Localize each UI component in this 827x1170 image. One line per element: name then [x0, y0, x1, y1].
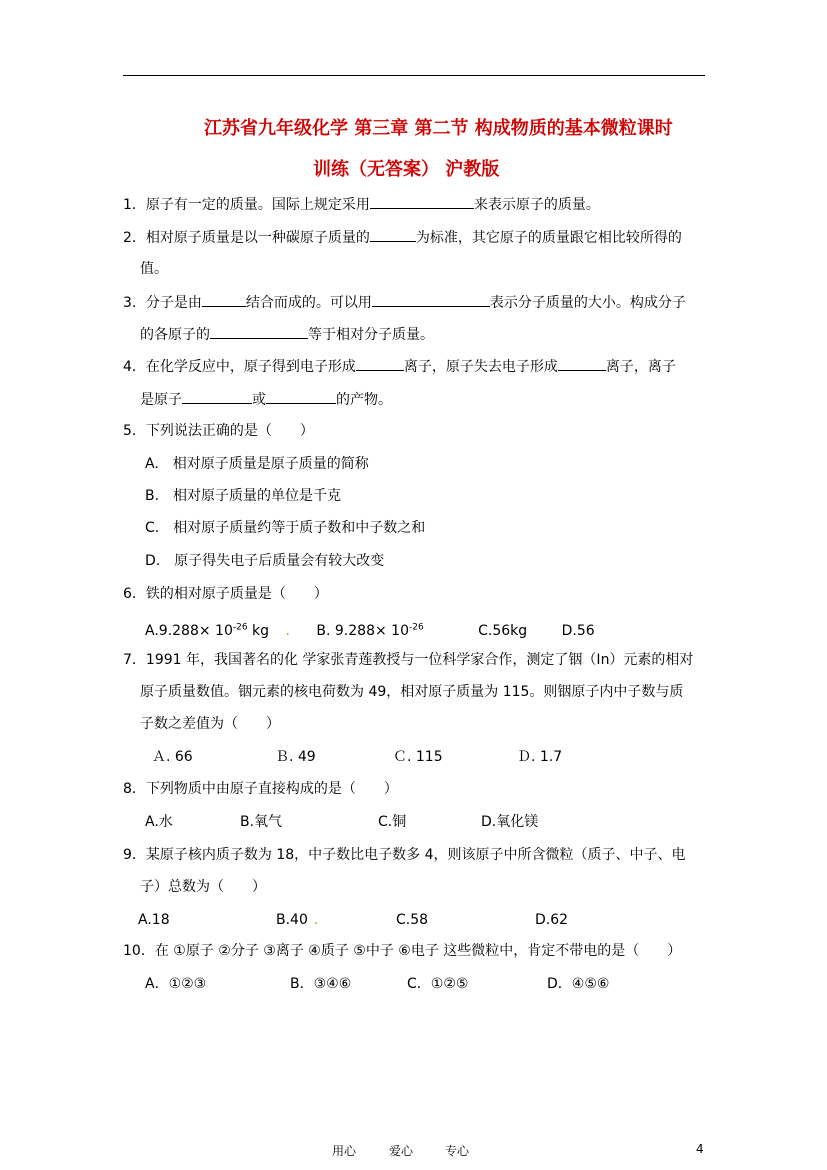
- option-d[interactable]: D.氧化镁: [481, 814, 539, 830]
- option-a[interactable]: $A.9.288\times 10^{-26}$ kg: [145, 622, 270, 639]
- question-10: 10．在 ①原子 ②分子 ③离子 ④质子 ⑤中子 ⑥电子 这些微粒中，肯定不带电的是（ ）: [123, 943, 682, 959]
- question-8: 8．下列物质中由原子直接构成的是（ ）: [123, 781, 398, 797]
- option-c[interactable]: C．①②⑤: [407, 976, 469, 992]
- option-c[interactable]: Ｃ. 115: [393, 749, 443, 765]
- option-c[interactable]: C. 相对原子质量约等于质子数和中子数之和: [145, 520, 426, 536]
- option-a[interactable]: Ａ. 66: [152, 749, 193, 765]
- option-a[interactable]: A. 相对原子质量是原子质量的简称: [145, 456, 369, 472]
- option-a[interactable]: A.水: [145, 814, 173, 830]
- option-b[interactable]: B.氧气: [240, 814, 283, 830]
- answer-blank[interactable]: [202, 292, 246, 307]
- question-7-cont: 原子质量数值。铟元素的核电荷数为 49，相对原子质量为 115。则铟原子内中子数与质: [140, 684, 684, 700]
- answer-blank[interactable]: [356, 356, 404, 371]
- header-rule: [123, 75, 705, 76]
- option-d[interactable]: D．④⑤⑥: [547, 976, 610, 992]
- footer-text-2: 爱心: [389, 1144, 414, 1158]
- option-b[interactable]: B. 相对原子质量的单位是千克: [145, 488, 342, 504]
- option-d[interactable]: Ｄ. 1.7: [517, 749, 563, 765]
- answer-blank[interactable]: [182, 389, 252, 404]
- question-4-cont: 是原子 或 的产物。: [140, 389, 392, 410]
- question-9-cont: 子）总数为（ ）: [140, 879, 266, 895]
- option-b[interactable]: Ｂ. 49: [275, 749, 316, 765]
- question-6-options: [145, 617, 595, 641]
- question-3: 3．分子是由 结合而成的。可以用 表示分子质量的大小。构成分子: [123, 292, 686, 313]
- answer-blank[interactable]: [210, 324, 308, 339]
- option-b[interactable]: B.40 .: [276, 912, 319, 928]
- page-number: 4: [696, 1142, 704, 1156]
- page-title-line2: 训练（无答案） 沪教版: [313, 159, 500, 180]
- question-6: 6．铁的相对原子质量是（ ）: [123, 586, 328, 602]
- question-2: 2．相对原子质量是以一种碳原子质量的 为标准，其它原子的质量跟它相比较所得的: [123, 227, 682, 248]
- option-a[interactable]: A.18: [138, 912, 170, 928]
- option-d[interactable]: D.56: [561, 622, 595, 639]
- answer-blank[interactable]: [266, 389, 336, 404]
- answer-blank[interactable]: [372, 292, 490, 307]
- page-title-line1: 江苏省九年级化学 第三章 第二节 构成物质的基本微粒课时: [204, 118, 673, 139]
- stray-mark: .: [313, 912, 319, 928]
- option-d[interactable]: D.62: [535, 912, 569, 928]
- option-b[interactable]: B. $9.288\times 10^{-26}$: [316, 622, 424, 639]
- option-d[interactable]: D. 原子得失电子后质量会有较大改变: [145, 553, 385, 569]
- option-c[interactable]: C.56kg: [478, 622, 528, 639]
- footer-text-3: 专心: [445, 1144, 470, 1158]
- question-2-cont: 值。: [140, 261, 168, 277]
- question-7: 7．1991 年，我国著名的化 学家张青莲教授与一位科学家合作，测定了铟（In）元素的相对: [123, 652, 694, 668]
- question-7-cont2: 子数之差值为（ ）: [140, 716, 280, 732]
- option-a[interactable]: A．①②③: [145, 976, 207, 992]
- answer-blank[interactable]: [370, 194, 474, 209]
- question-4: 4．在化学反应中，原子得到电子形成 离子，原子失去电子形成 离子，离子: [123, 356, 676, 377]
- question-1: 1．原子有一定的质量。国际上规定采用 来表示原子的质量。: [123, 194, 600, 215]
- option-c[interactable]: C.铜: [378, 814, 407, 830]
- answer-blank[interactable]: [558, 356, 606, 371]
- question-3-cont: 的各原子的 等于相对分子质量。: [140, 324, 434, 345]
- option-c[interactable]: C.58: [396, 912, 429, 928]
- option-b[interactable]: B．③④⑥: [290, 976, 352, 992]
- stray-mark: .: [285, 622, 290, 639]
- answer-blank[interactable]: [370, 227, 416, 242]
- footer-text-1: 用心: [332, 1144, 357, 1158]
- question-9: 9．某原子核内质子数为 18，中子数比电子数多 4，则该原子中所含微粒（质子、中子、电: [123, 847, 686, 863]
- question-5: 5．下列说法正确的是（ ）: [123, 423, 314, 439]
